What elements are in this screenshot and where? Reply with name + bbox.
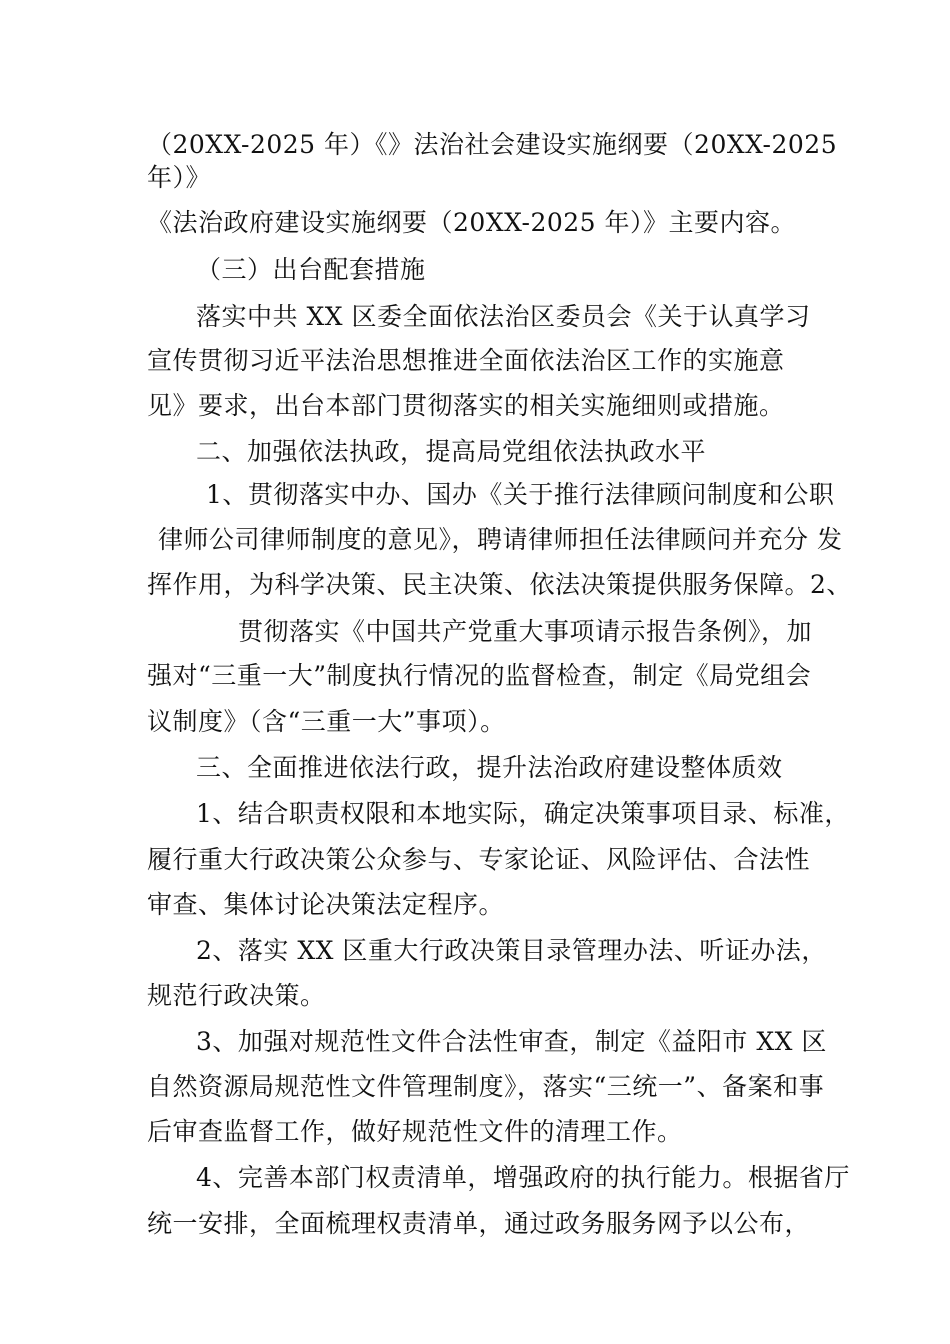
text-line: 议制度》（含“三重一大”事项）。	[147, 707, 506, 736]
text-line: 3、加强对规范性文件合法性审查，制定《益阳市 XX 区	[196, 1027, 827, 1056]
section-heading: （三）出台配套措施	[196, 255, 426, 284]
text-line: 规范行政决策。	[147, 981, 326, 1010]
text-line: 《法治政府建设实施纲要（20XX-2025 年）》主要内容。	[147, 208, 797, 237]
text-line: 审查、集体讨论决策法定程序。	[147, 890, 505, 919]
text-line: 4、完善本部门权责清单，增强政府的执行能力。根据省厅	[196, 1163, 850, 1192]
section-heading: 三、全面推进依法行政，提升法治政府建设整体质效	[196, 753, 783, 782]
text-line: 强对“三重一大”制度执行情况的监督检查，制定《局党组会	[147, 661, 812, 690]
text-line: 落实中共 XX 区委全面依法治区委员会《关于认真学习	[196, 302, 811, 331]
text-line: 宣传贯彻习近平法治思想推进全面依法治区工作的实施意	[147, 346, 785, 375]
text-line: 律师公司律师制度的意见》，聘请律师担任法律顾问并充分 发	[158, 525, 843, 554]
text-line: 自然资源局规范性文件管理制度》，落实“三统一”、备案和事	[147, 1072, 825, 1101]
text-line: 挥作用，为科学决策、民主决策、依法决策提供服务保障。2、	[147, 570, 852, 599]
text-line: （20XX-2025 年）《》法治社会建设实施纲要（20XX-2025	[147, 130, 838, 159]
text-line: 2、落实 XX 区重大行政决策目录管理办法、听证办法，	[196, 936, 827, 965]
text-line: 统一安排，全面梳理权责清单，通过政务服务网予以公布，	[147, 1209, 811, 1238]
text-line: 1、结合职责权限和本地实际，确定决策事项目录、标准，	[196, 799, 850, 828]
text-line: 履行重大行政决策公众参与、专家论证、风险评估、合法性	[147, 845, 811, 874]
text-line: 见》要求，出台本部门贯彻落实的相关实施细则或措施。	[147, 391, 785, 420]
text-line: 1、贯彻落实中办、国办《关于推行法律顾问制度和公职	[206, 480, 835, 509]
text-line: 年）》	[147, 163, 212, 192]
section-heading: 二、加强依法执政，提高局党组依法执政水平	[196, 437, 707, 466]
text-line: 贯彻落实《中国共产党重大事项请示报告条例》，加	[238, 617, 813, 646]
text-line: 后审查监督工作，做好规范性文件的清理工作。	[147, 1117, 683, 1146]
